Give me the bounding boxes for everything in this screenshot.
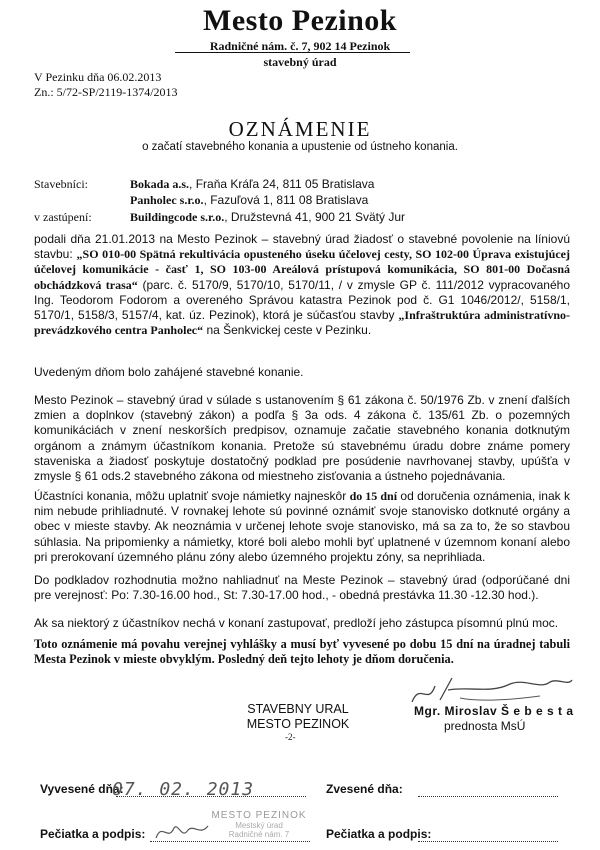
p1-text-c: (parc. č. 5170/9, 5170/10, 5170/11, / v zmysle GP č. 111/2012 vypracovaného Ing. Teodorom Fodorom a overeného Správou katastra Pezinok pod č. G1 1046/2012/, 5158/1, 5170/1, 5158/3, 5157/4, kat. úz. Pezinok), ktorá je súčasťou stavby [34, 277, 570, 323]
paragraph-office-hours: Do podkladov rozhodnutia možno nahliadnuť na Meste Pezinok – stavebný úrad (odporúčané dni pre verejnosť: Po: 7.30-16.00 hod., St: 7.30-17.00 hod., - obedná prestávka 11.30 -12.30 hod.). [34, 573, 570, 603]
representative [130, 210, 405, 225]
date-line: V Pezinku dňa 06.02.2013 [34, 70, 162, 84]
paragraph-public-notice: Toto oznámenie má povahu verejnej vyhlášky a musí byť vyvesené po dobu 15 dní na úradnej tabuli Mesta Pezinok v mieste obvyklým. Posledný deň tejto lehoty je dňom doručenia. [34, 637, 570, 667]
paragraph-objections [34, 489, 570, 565]
round-office-stamp [204, 810, 314, 848]
handwritten-initials [152, 818, 212, 846]
removed-dots [418, 796, 558, 797]
reference-number: Zn.: 5/72-SP/2119-1374/2013 [34, 85, 178, 99]
municipality-address: Radničné nám. č. 7, 902 14 Pezinok [209, 39, 391, 53]
p4-deadline: do 15 dní [349, 489, 398, 503]
p1-project-name: „Infraštruktúra administratívno-prevádzkového centra Panholec“ [34, 308, 570, 338]
stamp-label-left: Pečiatka a podpis: [40, 827, 146, 841]
paragraph-representation: Ak sa niektorý z účastníkov nechá v konaní zastupovať, predloží jeho zástupca písomnú plnú moc. [34, 616, 559, 630]
p4-text-c: od doručenia oznámenia, inak k nim nebude prihliadnuté. V rovnakej lehote sú povinné oznámiť svoje stanovisko dotknuté orgány a obec v mieste stavby. Ak neoznámia v určenej lehote svoje stanovisko, má sa za to, že so stavbou súhlasia. Na pripomienky a námietky, ktoré boli alebo mohli byť uplatnené v územnom konaní alebo pri prerokovaní územného plánu zóny alebo územného projektu zóny, sa neprihliada. [34, 489, 570, 564]
stamp-dots-right [418, 841, 558, 842]
builder-2-name: Panholec s.r.o. [130, 193, 204, 207]
builders-label: Stavebníci: [34, 177, 88, 191]
stamp-text-1: MESTO PEZINOK [211, 810, 307, 821]
representative-address: , Družstevná 41, 900 21 Svätý Jur [224, 210, 406, 224]
office-stamp [228, 702, 368, 732]
builder-2-address: , Fazuľová 1, 811 08 Bratislava [203, 193, 369, 207]
municipality-title: Mesto Pezinok [203, 4, 397, 37]
p1-text-a: podali dňa 21.01.2013 na Mesto Pezinok – stavebný úrad žiadosť o stavebné povolenie na líniovú stavbu: [34, 232, 570, 262]
removed-label: Zvesené dňa: [326, 782, 403, 796]
stamp-line-1: STAVEBNY URAL [247, 702, 349, 716]
p4-text-a: Účastníci konania, môžu uplatniť svoje námietky najneskôr [34, 489, 350, 503]
builder-2 [130, 193, 368, 208]
p1-text-e: na Šenkvickej ceste v Pezinku. [203, 323, 372, 338]
page-number: -2- [285, 732, 296, 742]
representative-label: v zastúpení: [34, 210, 92, 224]
builder-1 [130, 177, 374, 192]
stamp-text-2: Mestský úrad [235, 821, 283, 830]
header-divider [175, 52, 410, 53]
stamp-label-right: Pečiatka a podpis: [326, 827, 432, 841]
paragraph-application [34, 232, 570, 338]
builder-1-name: Bokada a.s. [130, 177, 190, 191]
representative-name: Buildingcode s.r.o. [130, 210, 225, 224]
office-name: stavebný úrad [263, 55, 337, 69]
posted-label: Vyvesené dňa: [40, 782, 124, 796]
p1-project-parts: „SO 010-00 Spätná rekultivácia opusteného úseku účelovej cesty, SO 102-00 Úprava existujúcej účelovej komunikácie - časť 1, SO 103-00 Areálová prístupová komunikácia, SO 801-00 Dočasná obchádzková trasa“ [34, 247, 570, 292]
posted-date: 07. 02. 2013 [112, 779, 255, 800]
stamp-text-3: Radničné nám. 7 [228, 830, 290, 839]
builder-1-address: , Fraňa Kráľa 24, 811 05 Bratislava [189, 177, 375, 191]
stamp-line-2: MESTO PEZINOK [246, 717, 350, 731]
paragraph-commenced: Uvedeným dňom bolo zahájené stavebné konanie. [34, 365, 304, 379]
signer-name: Mgr. Miroslav Š e b e s t a [414, 704, 574, 718]
document-subtitle: o začatí stavebného konania a upustenie od ústneho konania. [142, 141, 458, 153]
paragraph-legal-basis: Mesto Pezinok – stavebný úrad v súlade s ustanovením § 61 zákona č. 50/1976 Zb. v znení ďalších zmien a doplnkov (stavebný zákon) a podľa § 3a ods. 4 zákona č. 135/61 Zb. o pozemných komunikáciách v znení neskorších predpisov, oznamuje začatie stavebného konania dotknutým orgánom a známym účastníkom konania. Pretože sú stavebnému úradu dobre známe pomery staveniska a žiadosť poskytuje dostatočný podklad pre posúdenie navrhovanej stavby, upúšťa v zmysle § 61 ods.2 stavebného zákona od miestneho zisťovania a ústneho pojednávania. [34, 393, 570, 484]
signer-role: prednosta MsÚ [444, 719, 526, 733]
document-title: OZNÁMENIE [228, 117, 372, 141]
